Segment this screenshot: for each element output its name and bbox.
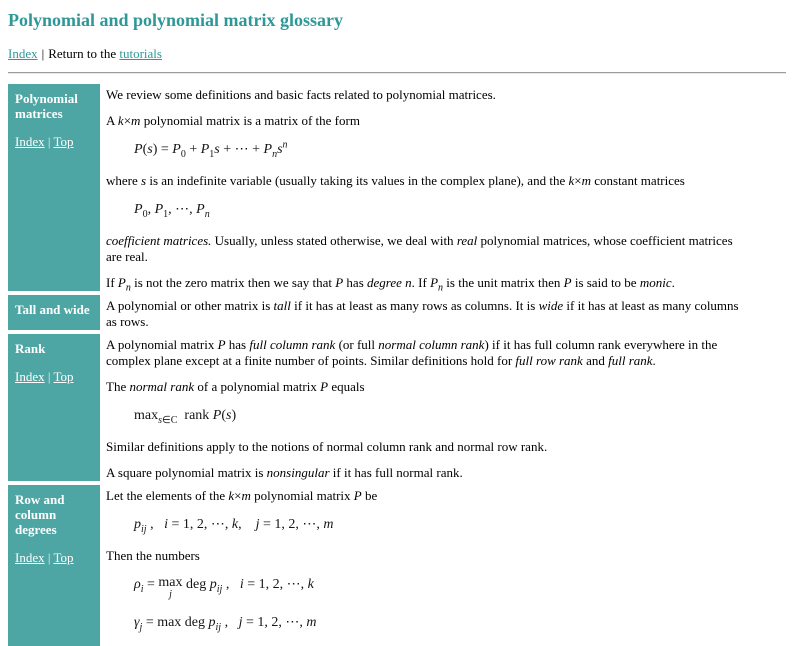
italic-run: s (226, 408, 232, 423)
subscript: 0 (142, 208, 148, 220)
math-formula (134, 515, 746, 534)
italic-run: P (134, 202, 143, 217)
subscript: j (139, 621, 143, 633)
superscript: n (282, 139, 288, 151)
section-label-cell (8, 485, 100, 646)
italic-run: nonsingular (266, 465, 330, 480)
text-run: max (134, 408, 159, 423)
italic-run: m (581, 173, 591, 188)
text-run: equals (328, 379, 365, 394)
text-run: if it has at least as many rows as columns. It is (290, 298, 539, 313)
text-run: We review some definitions and basic facts related to polynomial matrices. (106, 87, 496, 102)
italic-run: s (147, 142, 153, 157)
text-run: polynomial matrices, whose coefficient matrices are real. (106, 233, 733, 264)
divider (8, 72, 786, 74)
text-run: polynomial matrix (250, 488, 354, 503)
subscript: ij (141, 523, 147, 535)
text-run: = (143, 577, 159, 592)
subscript: n (272, 148, 278, 160)
text-run: Let the elements of the (106, 488, 229, 503)
section-label: Rank (15, 341, 46, 356)
text-run: has (225, 337, 250, 352)
section-label-cell (8, 334, 100, 481)
text-run: + (185, 142, 201, 157)
section-content (106, 485, 746, 646)
subscript: 0 (180, 148, 186, 160)
text-run: A (106, 113, 118, 128)
italic-run: wide (538, 298, 564, 313)
italic-run: k (228, 488, 235, 503)
text-run: if it has full normal rank. (329, 465, 463, 480)
glossary-table (8, 84, 786, 646)
italic-run: m (323, 517, 334, 532)
text-run: deg (182, 577, 210, 592)
text-run: A polynomial matrix (106, 337, 218, 352)
text-run: Similar definitions apply to the notions of normal column rank and normal row rank. (106, 439, 548, 454)
subscript: s (158, 414, 163, 426)
italic-run: coefficient matrices. (106, 233, 212, 248)
italic-run: p (209, 577, 217, 592)
text-run: , (221, 615, 239, 630)
section-top-link[interactable]: Top (53, 369, 74, 384)
subscript: 1 (209, 148, 215, 160)
section-top-link[interactable]: Top (53, 134, 74, 149)
italic-run: P (263, 142, 273, 157)
text-run: A polynomial or other matrix is (106, 298, 274, 313)
paragraph (106, 379, 746, 395)
paragraph (106, 87, 746, 103)
section-label-cell (8, 295, 100, 330)
text-run: . (652, 353, 656, 368)
text-run: , (146, 517, 165, 532)
text-run: and (582, 353, 609, 368)
italic-run: P (212, 408, 222, 423)
paragraph (106, 275, 746, 294)
paragraph (106, 439, 746, 455)
text-run: A square polynomial matrix is (106, 465, 267, 480)
italic-run: real (456, 233, 478, 248)
paragraph (106, 465, 746, 481)
italic-run: P (196, 202, 205, 217)
text-run: Then the numbers (106, 548, 200, 563)
text-run: = 1, 2, ⋯, (243, 577, 308, 592)
italic-run: s (141, 173, 147, 188)
text-run: be (361, 488, 378, 503)
paragraph (106, 488, 746, 504)
section-top-link[interactable]: Top (53, 550, 74, 565)
section-label: Tall and wide (15, 302, 90, 317)
text-run: = 1, 2, ⋯, (259, 517, 324, 532)
italic-run: monic (639, 275, 672, 290)
text-run: , (222, 577, 240, 592)
italic-run: P (335, 275, 344, 290)
subscript: n (204, 208, 210, 220)
italic-run: p (134, 517, 141, 532)
italic-run: P (563, 275, 572, 290)
text-run: constant matrices (590, 173, 685, 188)
math-formula (134, 575, 746, 599)
section-index-link[interactable]: Index (15, 369, 45, 384)
text-run: ) (231, 408, 237, 423)
italic-run: P (117, 275, 126, 290)
text-run: is said to be (571, 275, 640, 290)
math-formula (134, 406, 746, 425)
italic-run: full row rank (515, 353, 583, 368)
text-run: Usually, unless stated otherwise, we deal with (211, 233, 457, 248)
subscript: n (438, 282, 444, 294)
text-run: × (123, 113, 132, 128)
math-formula (134, 140, 746, 159)
italic-run: P (200, 142, 210, 157)
paragraph (106, 173, 746, 189)
text-run: × (574, 173, 582, 188)
text-run: The (106, 379, 130, 394)
paragraph (106, 233, 746, 265)
italic-run: s (214, 142, 220, 157)
subscript: 1 (163, 208, 169, 220)
subscript: i (140, 583, 144, 595)
text-run: ( (142, 142, 148, 157)
text-run: if it has at least as many columns as rows. (106, 298, 739, 329)
text-run: × (234, 488, 242, 503)
subscript: ∈C (162, 414, 178, 426)
section-label: Row and column degrees (15, 492, 65, 537)
text-run: rank (177, 408, 213, 423)
italic-run: tall (273, 298, 291, 313)
sidebar-links-separator: | (47, 134, 51, 149)
text-run: . (671, 275, 675, 290)
text-run: is an indefinite variable (usually taking its values in the complex plane), and the (146, 173, 569, 188)
italic-run: full rank (608, 353, 653, 368)
math-formula (134, 200, 746, 219)
text-run: is the unit matrix then (443, 275, 564, 290)
italic-run: m (306, 615, 317, 630)
text-run: + ⋯ + (219, 142, 264, 157)
italic-run: P (172, 142, 181, 157)
italic-run: γ (134, 615, 140, 630)
text-run: = 1, 2, ⋯, (167, 517, 232, 532)
section-index-link[interactable]: Index (15, 134, 45, 149)
tutorials-link[interactable]: tutorials (119, 46, 162, 61)
text-run: , (147, 202, 155, 217)
text-run: where (106, 173, 142, 188)
text-run: = max deg (142, 615, 209, 630)
paragraph (106, 113, 746, 129)
italic-run: full column rank (249, 337, 336, 352)
italic-run: ρ (134, 577, 141, 592)
italic-run: j (255, 517, 260, 532)
text-run: , (238, 517, 256, 532)
paragraph (106, 298, 746, 330)
italic-run: i (164, 517, 168, 532)
text-run: is not the zero matrix then we say that (130, 275, 336, 290)
subscript: ij (215, 621, 222, 633)
italic-run: P (154, 202, 164, 217)
italic-run: p (208, 615, 216, 630)
section-label: Polynomial matrices (15, 91, 78, 121)
sidebar-links-separator: | (47, 550, 51, 565)
text-run: ( (221, 408, 227, 423)
section-links (15, 550, 94, 565)
text-run: of a polynomial matrix (194, 379, 321, 394)
subscript: ij (216, 583, 223, 595)
italic-run: m (241, 488, 251, 503)
paragraph (106, 337, 746, 369)
return-text: Return to the (48, 46, 120, 61)
text-run: has (343, 275, 368, 290)
italic-run: P (217, 337, 226, 352)
italic-run: i (239, 577, 244, 592)
italic-run: k (117, 113, 124, 128)
italic-run: normal column rank (378, 337, 485, 352)
text-run: polynomial matrix is a matrix of the form (140, 113, 360, 128)
section-content (106, 334, 746, 481)
section-content (106, 295, 746, 330)
section-index-link[interactable]: Index (15, 550, 45, 565)
italic-run: k (307, 577, 314, 592)
text-run: . If (411, 275, 431, 290)
italic-run: j (238, 615, 243, 630)
section-links (15, 134, 94, 149)
text-run: (or full (335, 337, 379, 352)
italic-run: k (568, 173, 575, 188)
top-nav (8, 46, 786, 62)
math-formula (134, 613, 746, 632)
italic-run: P (134, 142, 143, 157)
text-run: = 1, 2, ⋯, (242, 615, 307, 630)
text-run: ) = (152, 142, 173, 157)
subscript: n (125, 282, 131, 294)
text-run: ) if it has full column rank everywhere in the complex plane except at a finite number of points. Similar definitions hold for (106, 337, 718, 368)
italic-run: P (353, 488, 362, 503)
page-title: Polynomial and polynomial matrix glossary (8, 10, 344, 30)
italic-run: m (131, 113, 141, 128)
section-links (15, 369, 94, 384)
italic-run: P (430, 275, 439, 290)
section-label-cell (8, 84, 100, 291)
sidebar-links-separator: | (47, 369, 51, 384)
italic-run: normal rank (129, 379, 195, 394)
italic-run: k (231, 517, 239, 532)
text-run: If (106, 275, 118, 290)
italic-run: s (277, 142, 283, 157)
section-content (106, 84, 746, 294)
index-link[interactable]: Index (8, 46, 38, 61)
italic-run: degree n (367, 275, 412, 290)
under-limit: max j (158, 575, 183, 600)
nav-separator: | (41, 46, 45, 61)
paragraph (106, 548, 746, 564)
text-run: , ⋯, (168, 202, 197, 217)
italic-run: P (320, 379, 329, 394)
